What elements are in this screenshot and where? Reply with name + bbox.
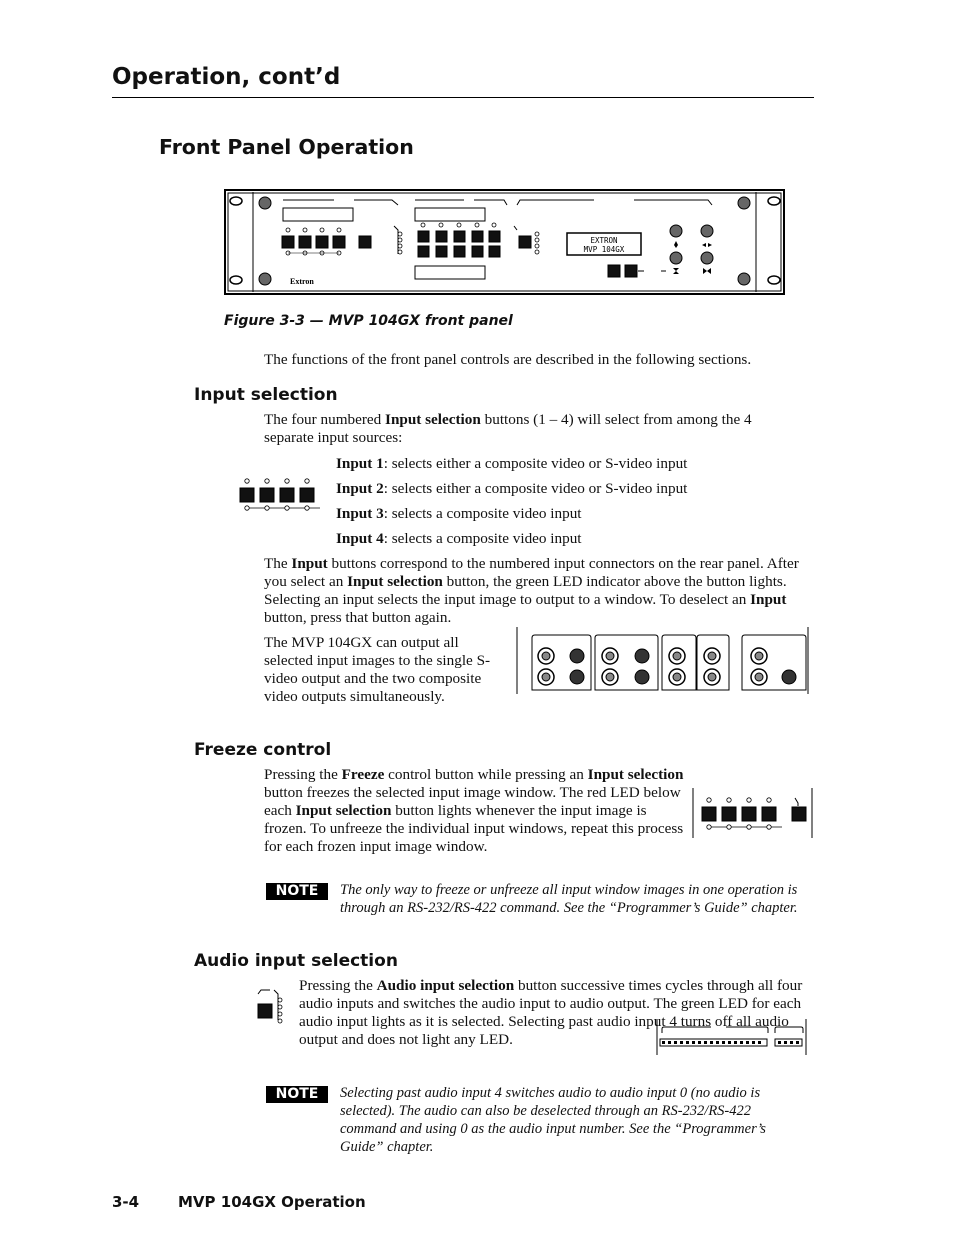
bold-term: Input selection xyxy=(295,802,392,819)
input-label: Input 4 xyxy=(336,530,384,547)
header-rule xyxy=(112,97,814,98)
input-label: Input 1 xyxy=(336,455,384,472)
front-panel-figure xyxy=(224,188,786,298)
text-run: button, press that button again. xyxy=(264,609,452,626)
audio-button-figure xyxy=(254,988,288,1028)
figure-caption: Figure 3-3 — MVP 104GX front panel xyxy=(224,313,513,329)
input-2-item xyxy=(336,480,687,498)
bold-term: Freeze xyxy=(341,766,385,783)
brand-logo: Extron xyxy=(290,277,314,286)
intro-paragraph: The functions of the front panel controls are described in the following sections. xyxy=(264,351,752,368)
input-desc: : selects either a composite video or S-video input xyxy=(383,455,688,472)
input-desc: : selects a composite video input xyxy=(383,530,582,547)
input-desc: : selects either a composite video or S-video input xyxy=(383,480,688,497)
text-run: button successive times cycles through all four audio inputs and switches the audio input to audio output. The green LED for each audio input lights as it is selected. Selecting past audio input 4 turns off all audio output and does not light any LED. xyxy=(299,977,803,1048)
freeze-buttons-figure xyxy=(692,786,814,838)
input-label: Input 3 xyxy=(336,505,384,522)
text-run: The four numbered xyxy=(264,411,386,428)
footer-title: MVP 104GX Operation xyxy=(178,1193,366,1211)
text-run: button lights whenever the input image is frozen. To unfreeze the individual input windows, repeat this process for each frozen input image window. xyxy=(264,802,684,855)
text-run: The xyxy=(264,555,292,572)
input-1-item xyxy=(336,455,687,473)
lcd-line-2: MVP 104GX xyxy=(583,245,625,254)
rear-panel-connectors-figure xyxy=(516,624,810,696)
freeze-note: The only way to freeze or unfreeze all input window images in one operation is through an RS-232/RS-422 command. See the “Programmer’s Guide” chapter. xyxy=(340,882,798,916)
input-selection-paragraph xyxy=(264,411,794,447)
input-buttons-figure xyxy=(236,476,320,514)
input-label: Input 2 xyxy=(336,480,384,497)
bold-term: Input xyxy=(750,591,787,608)
bold-term: Input selection xyxy=(587,766,684,783)
note-badge: NOTE xyxy=(266,1086,328,1103)
text-run: buttons correspond to the numbered input connectors on the rear panel. After you select an xyxy=(264,555,799,590)
input-3-item xyxy=(336,505,582,523)
audio-note: Selecting past audio input 4 switches audio to audio input 0 (no audio is selected). The audio can also be deselected through an RS-232/RS-422 command and using 0 as the audio input number. See the “Programmer’s Guide” chapter. xyxy=(340,1085,766,1155)
input-4-item xyxy=(336,530,582,548)
text-run: buttons (1 – 4) will select from among the 4 separate input sources: xyxy=(264,411,752,446)
bold-term: Audio input selection xyxy=(376,977,515,994)
bold-term: Input selection xyxy=(385,411,481,428)
text-run: Pressing the xyxy=(299,977,377,994)
freeze-heading: Freeze control xyxy=(194,740,332,760)
output-paragraph: The MVP 104GX can output all selected input images to the single S-video output and the two composite video outputs simultaneously. xyxy=(264,634,491,705)
audio-connectors-figure xyxy=(656,1017,808,1057)
text-run: Pressing the xyxy=(264,766,342,783)
text-run: button freezes the selected input image window. The red LED below each xyxy=(264,784,681,819)
input-desc: : selects a composite video input xyxy=(383,505,582,522)
bold-term: Input xyxy=(291,555,328,572)
text-run: control button while pressing an xyxy=(384,766,588,783)
freeze-paragraph xyxy=(264,766,684,856)
page-number: 3-4 xyxy=(112,1193,140,1211)
section-title: Front Panel Operation xyxy=(159,135,414,159)
bold-term: Input selection xyxy=(347,573,443,590)
audio-heading: Audio input selection xyxy=(194,951,398,971)
input-selection-heading: Input selection xyxy=(194,385,338,405)
note-badge: NOTE xyxy=(266,883,328,900)
lcd-line-1: EXTRON xyxy=(590,236,618,245)
chapter-header: Operation, cont’d xyxy=(112,64,341,90)
input-buttons-paragraph xyxy=(264,555,812,627)
text-run: button, the green LED indicator above the button lights. Selecting an input selects the input image to output to a window. To deselect an xyxy=(264,573,787,608)
